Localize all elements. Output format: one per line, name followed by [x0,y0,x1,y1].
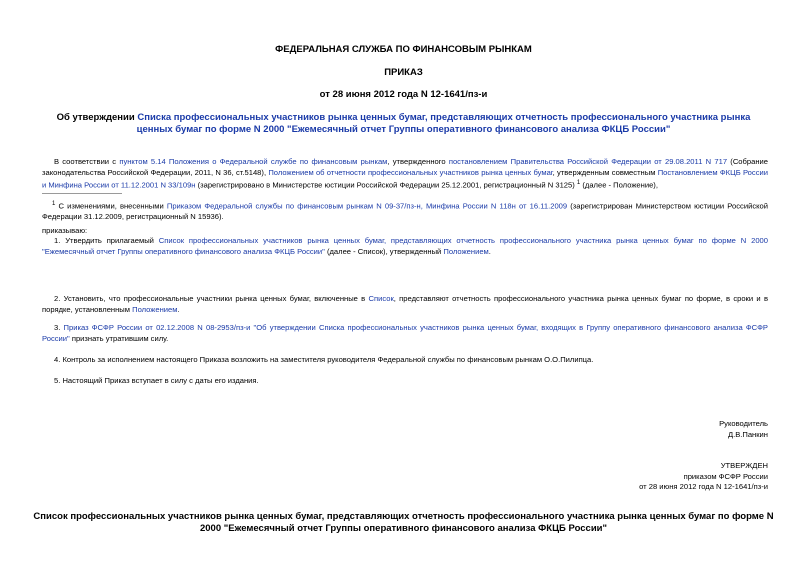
preamble-link-reporting[interactable]: Положением об отчетности профессиональных участников рынка ценных бумаг [268,167,553,177]
preamble-text-2: , утвержденного [387,157,449,166]
agency-name: ФЕДЕРАЛЬНАЯ СЛУЖБА ПО ФИНАНСОВЫМ РЫНКАМ [275,44,532,55]
item3-link-order[interactable]: Приказ ФСФР России от 02.12.2008 N 08-2953/пз-и "Об утверждении Списка профессиональных участников рынка ценных бумаг, входящих в Группу оперативного финансового анализа ФСФР России" [42,323,768,343]
item3-text-2: признать утратившим силу. [69,333,169,343]
order-item-1 [42,236,768,257]
footnote-number: 1 [52,201,56,207]
footnote-mark[interactable]: 1 [576,180,581,187]
order-item-5: 5. Настоящий Приказ вступает в силу с даты его издания. [54,376,259,385]
item1-text-2: (далее - Список), утвержденный [324,246,444,256]
preamble-text-3: (Собрание законодательства Российской Федерации, 2011, N 36, ст.5148), [42,157,768,177]
footnote-text-2: (зарегистрирован Министерством юстиции Российской Федерации 31.12.2009, регистрационный N 15936). [42,201,768,222]
title-link[interactable]: Списка профессиональных участников рынка ценных бумаг, представляющих отчетность профессионального участника рынка ценных бумаг по форме N 2000 "Ежемесячный отчет Группы оперативного финансового анализа ФКЦБ России" [136,112,751,135]
approval-block [639,461,768,493]
preamble-paragraph [42,157,768,191]
footnote-link-order[interactable]: Приказом Федеральной службы по финансовым рынкам N 09-37/пз-н, Минфина России N 118н от 16.11.2009 [166,201,568,211]
order-item-3 [42,323,768,344]
item1-link-list[interactable]: Список профессиональных участников рынка ценных бумаг, представляющих отчетность профессионального участника рынка ценных бумаг по форме N 2000 "Ежемесячный отчет Группы оперативного финансового анализа ФКЦБ России" [42,236,768,256]
page-title [40,112,767,136]
preamble-text-1: В соответствии с [54,157,120,166]
approval-date: от 28 июня 2012 года N 12-1641/пз-и [639,482,768,492]
item2-link-list[interactable]: Список [368,294,394,303]
item3-text-1: 3. [54,323,64,332]
approval-by: приказом ФСФР России [683,471,768,481]
order-item-4: 4. Контроль за исполнением настоящего Приказа возложить на заместителя руководителя Федеральной службы по финансовым рынкам О.О.Пилипца. [54,355,594,364]
item2-link-regulation[interactable]: Положением [132,304,178,314]
preamble-link-regulation[interactable]: пунктом 5.14 Положения о Федеральной службе по финансовым рынкам [119,157,388,166]
footnote-divider [42,193,122,194]
preamble-text-5: (зарегистрировано в Министерстве юстиции Российской Федерации 25.12.2001, регистрационный N 3125) [195,180,577,190]
footnote-text-1: С изменениями, внесенными [55,201,167,211]
signature-role: Руководитель [719,419,768,428]
preamble-text-4: , утвержденным совместным [552,167,658,177]
doc-date-number: от 28 июня 2012 года N 12-1641/пз-и [319,89,488,100]
preamble-link-joint-decree[interactable]: Постановлением ФКЦБ России и Минфина России от 11.12.2001 N 33/109н [42,167,768,190]
item2-text-3: . [177,304,180,314]
preamble-text-6: (далее - Положение), [580,180,658,190]
item2-text-1: 2. Установить, что профессиональные участники рынка ценных бумаг, включенные в [54,294,369,303]
preamble-link-decree[interactable]: постановлением Правительства Российской Федерации от 29.08.2011 N 717 [448,157,728,166]
order-word: приказываю: [42,226,88,235]
item1-link-regulation[interactable]: Положением [443,246,489,256]
title-prefix: Об утверждении [56,112,138,123]
item1-text-1: 1. Утвердить прилагаемый [54,236,159,245]
footnote [42,199,768,223]
list-title: Список профессиональных участников рынка ценных бумаг, представляющих отчетность профессионального участника рынка ценных бумаг по форме N 2000 "Ежемесячный отчет Группы оперативного финансового анализа ФКЦБ России" [33,511,774,534]
approval-word: УТВЕРЖДЕН [720,461,768,470]
doc-type: ПРИКАЗ [384,67,423,78]
item1-text-3: . [488,246,491,256]
order-item-2 [42,294,768,315]
signature-block [719,419,768,440]
item2-text-2: , представляют отчетность профессионального участника рынка ценных бумаг по форме, в сроки и в порядке, установленным [42,294,768,314]
signature-name: Д.В.Панкин [727,429,768,439]
